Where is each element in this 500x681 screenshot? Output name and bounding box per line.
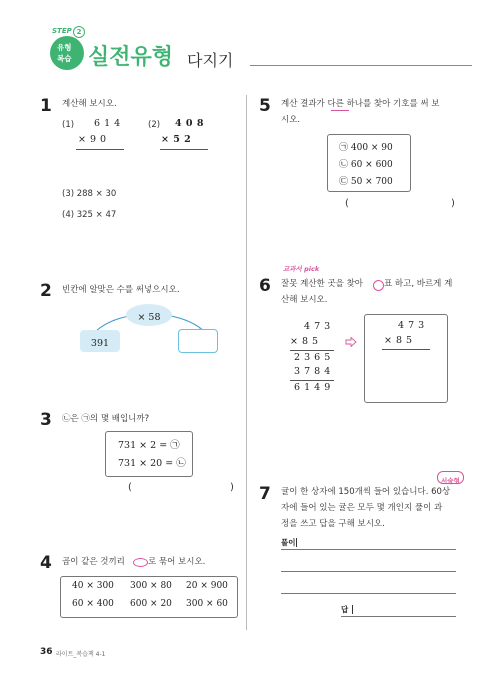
q1-b-line: [160, 149, 208, 150]
q7-solution-label: 풀이: [281, 538, 296, 547]
q3-line1: 731 × 2 = ㉠: [118, 440, 180, 451]
q7-answer-bar: [352, 605, 353, 614]
q5-text-line2: 시오.: [281, 115, 301, 125]
q4-text-before: 곱이 같은 것끼리: [62, 557, 125, 567]
book-title: 라이트_복습책 4-1: [56, 651, 106, 658]
q7-answer-label: 답: [341, 605, 349, 614]
q4-text-after: 로 묶어 보시오.: [148, 557, 206, 567]
step-number-badge: [73, 26, 85, 38]
q7-text-line3: 정을 쓰고 답을 구해 보시오.: [281, 519, 385, 529]
badge-line1: 유형: [57, 43, 72, 52]
q7-number: 7: [259, 484, 271, 504]
q7-tag-label: 서술형: [441, 477, 460, 485]
q6-tag: 교과서 pick: [283, 265, 320, 273]
q4-cell[interactable]: 60 × 400: [72, 599, 114, 609]
q1-d: (4) 325 × 47: [62, 210, 117, 220]
q4-oval-icon: [133, 558, 148, 567]
q6-work-line1: [290, 350, 334, 351]
q7-solution-line3[interactable]: [281, 593, 456, 594]
q4-cell[interactable]: 40 × 300: [72, 581, 114, 591]
q6-box-mult: × 8 5: [384, 335, 413, 346]
q5-number: 5: [259, 96, 271, 116]
q7-solution-bar: [296, 538, 297, 547]
page-title: 실전유형: [88, 45, 174, 70]
q2-left-box: [80, 330, 120, 352]
header-rule: [250, 65, 472, 66]
q6-text-line2: 산해 보시오.: [281, 295, 328, 305]
q4-cell[interactable]: 20 × 900: [186, 581, 228, 591]
q6-text-line1a: 잘못 계산한 곳을 찾아: [281, 279, 364, 289]
q5-answer-close[interactable]: ): [451, 198, 455, 209]
q2-text: 빈칸에 알맞은 수를 써넣으시오.: [62, 285, 180, 295]
q1-number: 1: [40, 96, 52, 116]
q6-work-result: 6 1 4 9: [294, 382, 331, 393]
q3-text: ㉡은 ㉠의 몇 배입니까?: [62, 414, 150, 424]
q5-text-line1: 계산 결과가 다른 하나를 찾아 기호를 써 보: [281, 99, 440, 109]
q1-a-bottom: × 9 0: [78, 134, 107, 145]
q6-work-partial1: 2 3 6 5: [294, 352, 331, 363]
header: [0, 0, 500, 80]
q5-underline: [331, 110, 349, 111]
q1-a-top: 6 1 4: [94, 118, 121, 129]
q2-number: 2: [40, 281, 52, 301]
q6-work-partial2: 3 7 8 4: [294, 366, 331, 377]
column-divider: [246, 95, 247, 630]
q2-answer-box[interactable]: [178, 329, 218, 353]
q7-text-line1: 귤이 한 상자에 150개씩 들어 있습니다. 60상: [281, 487, 451, 497]
q2-operator-oval: [126, 304, 172, 326]
q7-solution-line2[interactable]: [281, 571, 456, 572]
q6-work-mult: × 8 5: [290, 336, 319, 347]
q7-solution-line1[interactable]: [281, 549, 456, 550]
q4-cell[interactable]: 600 × 20: [130, 599, 172, 609]
q6-box-line: [382, 349, 430, 350]
q2-operator: × 58: [137, 312, 161, 323]
q5-answer-open[interactable]: (: [345, 198, 349, 209]
q3-line2: 731 × 20 = ㉡: [118, 458, 186, 469]
q1-c: (3) 288 × 30: [62, 189, 117, 199]
q1-b-label: (2): [148, 120, 161, 130]
q4-number: 4: [40, 553, 52, 573]
q6-text-line1b: 표 하고, 바르게 계: [384, 279, 453, 289]
q6-work-top: 4 7 3: [304, 321, 331, 332]
q1-b-bottom: × 5 2: [161, 134, 192, 145]
q4-cell[interactable]: 300 × 80: [130, 581, 172, 591]
page-number: 36: [40, 647, 53, 657]
step-number: 2: [76, 28, 82, 36]
arrow-right-icon: [345, 337, 357, 347]
q1-b-top: 4 0 8: [175, 118, 204, 129]
badge-line2: 복습: [57, 54, 72, 63]
q4-cell[interactable]: 300 × 60: [186, 599, 228, 609]
q5-option-c[interactable]: ㉢ 50 × 700: [339, 177, 393, 187]
q3-answer-open[interactable]: (: [128, 482, 132, 493]
step-label: STEP: [52, 27, 72, 35]
q7-tag: [437, 471, 464, 484]
q1-a-line: [76, 149, 124, 150]
q3-answer-close[interactable]: ): [230, 482, 234, 493]
q3-number: 3: [40, 410, 52, 430]
q7-text-line2: 자에 들어 있는 귤은 모두 몇 개인지 풀이 과: [281, 503, 443, 513]
q1-text: 계산해 보시오.: [62, 99, 117, 109]
q6-number: 6: [259, 276, 271, 296]
q7-answer-line[interactable]: [341, 616, 456, 617]
q1-a-label: (1): [62, 120, 75, 130]
page-subtitle: 다지기: [187, 51, 234, 70]
q2-left-value: 391: [90, 338, 110, 349]
q6-circle-icon: [373, 280, 384, 291]
q5-option-b[interactable]: ㉡ 60 × 600: [339, 160, 393, 170]
q5-option-a[interactable]: ㉠ 400 × 90: [339, 143, 393, 153]
q6-box-top: 4 7 3: [398, 320, 425, 331]
q6-work-line2: [290, 380, 334, 381]
